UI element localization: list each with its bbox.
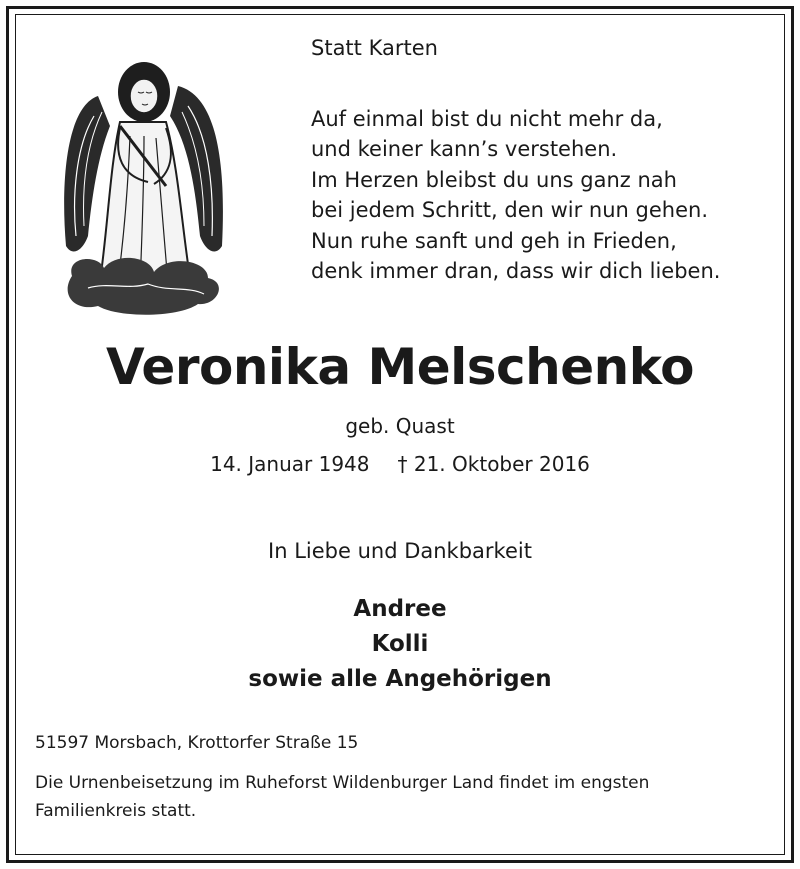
poem-line: Im Herzen bleibst du uns ganz nah xyxy=(311,167,677,192)
poem-line: und keiner kann’s verstehen. xyxy=(311,137,618,162)
address: 51597 Morsbach, Krottorfer Straße 15 xyxy=(35,733,359,753)
poem-line: denk immer dran, dass wir dich lieben. xyxy=(311,259,721,284)
life-dates xyxy=(0,452,800,476)
poem xyxy=(311,104,720,286)
statt-karten: Statt Karten xyxy=(311,36,438,60)
poem-line: Auf einmal bist du nicht mehr da, xyxy=(311,107,663,131)
birth-name: geb. Quast xyxy=(345,414,455,438)
mourner-name: Kolli xyxy=(371,631,429,657)
poem-line: bei jedem Schritt, den wir nun gehen. xyxy=(311,198,708,223)
burial-note xyxy=(35,769,649,825)
burial-note-line: Die Urnenbeisetzung im Ruheforst Wildenburger Land findet im engsten xyxy=(35,773,650,793)
mourners-intro: In Liebe und Dankbarkeit xyxy=(268,539,532,563)
mourner-name: sowie alle Angehörigen xyxy=(248,666,552,692)
mourners-names xyxy=(0,592,800,697)
birth-date: 14. Januar 1948 xyxy=(210,452,370,476)
deceased-name: Veronika Melschenko xyxy=(105,338,695,396)
angel-icon xyxy=(58,56,228,316)
death-date: † 21. Oktober 2016 xyxy=(397,452,590,476)
poem-line: Nun ruhe sanft und geh in Frieden, xyxy=(311,228,677,253)
burial-note-line: Familienkreis statt. xyxy=(35,801,197,821)
mourner-name: Andree xyxy=(353,596,447,622)
